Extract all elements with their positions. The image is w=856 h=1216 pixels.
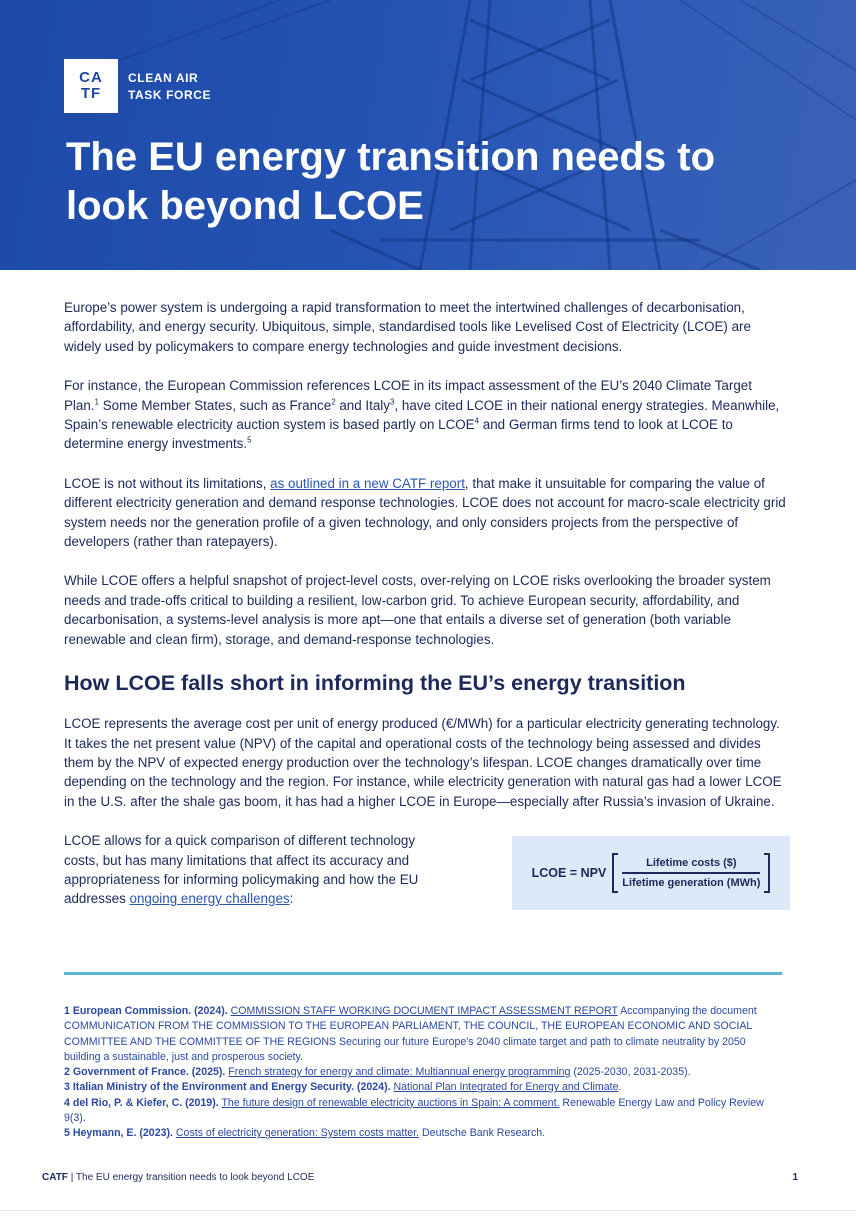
footnote-2-link[interactable]: French strategy for energy and climate: Multiannual energy programming <box>228 1066 571 1079</box>
page-bottom-edge <box>0 1210 856 1211</box>
footnote-ref-2[interactable]: 2 <box>331 397 336 407</box>
footer-title <box>42 1172 314 1183</box>
formula-bracket <box>612 853 770 893</box>
footnote-4 <box>64 1096 784 1127</box>
intro-p2-text-e: and German firms tend to look at LCOE to determine energy investments. <box>64 417 733 452</box>
footnote-1-author: European Commission. (2024). <box>72 1005 228 1017</box>
catf-report-link[interactable]: as outlined in a new CATF report <box>270 475 465 491</box>
page-footer <box>42 1172 798 1183</box>
org-name-line2: TASK FORCE <box>128 88 212 102</box>
footnote-3-num: 3 <box>64 1081 70 1094</box>
intro-paragraph-3 <box>64 474 790 552</box>
footnote-4-link[interactable]: The future design of renewable electricity auctions in Spain: A comment. <box>221 1096 560 1109</box>
intro-paragraph-2 <box>64 376 790 454</box>
intro-p2-text-c: and Italy <box>335 397 390 413</box>
footnote-1 <box>64 1004 784 1065</box>
org-name-line1: CLEAN AIR <box>128 71 199 85</box>
main-content <box>64 298 790 910</box>
footnote-4-author: del Rio, P. & Kiefer, C. (2019). <box>72 1096 219 1109</box>
footnote-4-rest: Renewable Energy Law and Policy Review 9(3). <box>64 1096 764 1125</box>
right-bracket <box>764 853 770 893</box>
page-title: The EU energy transition needs to look beyond LCOE <box>66 135 716 228</box>
section-p2-text-a: LCOE allows for a quick comparison of different technology costs, but has many limitations that affect its accuracy and appropriateness for informing policymaking and how the EU addresses <box>64 833 419 907</box>
footnote-4-num: 4 <box>64 1096 70 1109</box>
footnote-2-rest: (2025-2030, 2031-2035). <box>570 1066 691 1079</box>
formula-lhs: LCOE = NPV <box>531 866 607 881</box>
intro-p2-text-b: Some Member States, such as France <box>98 397 332 413</box>
formula-denominator: Lifetime generation (MWh) <box>622 877 761 890</box>
footnote-divider <box>64 972 782 975</box>
org-name <box>128 70 211 104</box>
section-paragraph-1: LCOE represents the average cost per unit of energy produced (€/MWh) for a particular electricity generating technology. It takes the net present value (NPV) of the capital and operational costs of the technology being assessed and divides them by the NPV of expected energy production over the technology’s lifespan. LCOE changes dramatically over time depending on the technology and the region. For instance, while electricity generation with natural gas had a lower LCOE in the U.S. after the shale gas boom, it has had a higher LCOE in Europe—especially after Russia’s invasion of Ukraine. <box>64 716 782 809</box>
lcoe-comparison-row <box>64 831 790 910</box>
footnote-3-rest: . <box>618 1081 622 1094</box>
logo-mark-top: CA <box>79 69 103 86</box>
logo-mark-bottom: TF <box>80 85 102 102</box>
intro-paragraph-1: Europe’s power system is undergoing a rapid transformation to meet the intertwined challenges of decarbonisation, affordability, and energy security. Ubiquitous, simple, standardised tools like Levelised Cost of Electricity (LCOE) are widely used by policymakers to compare energy technologies and guide investment decisions. <box>64 300 751 354</box>
footnote-5-num: 5 <box>64 1127 70 1140</box>
footnote-3-author: Italian Ministry of the Environment and Energy Security. (2024). <box>72 1081 391 1094</box>
footnote-5 <box>64 1126 784 1141</box>
footnote-ref-3[interactable]: 3 <box>389 397 395 407</box>
formula-fraction <box>618 853 764 893</box>
footer-separator: | <box>67 1172 76 1183</box>
intro-p2-text-a: For instance, the European Commission references LCOE in its impact assessment of the EU’s 2040 Climate Target Plan. <box>64 378 752 413</box>
footnote-5-author: Heymann, E. (2023). <box>72 1127 173 1140</box>
footnote-2-author: Government of France. (2025). <box>72 1066 226 1079</box>
footnote-5-rest: Deutsche Bank Research. <box>419 1127 546 1140</box>
intro-p2-text-d: , have cited LCOE in their national energy strategies. Meanwhile, Spain’s renewable electricity auction system is based partly on LCOE <box>64 397 780 433</box>
footnote-3 <box>64 1080 784 1095</box>
lcoe-formula-box <box>512 836 790 910</box>
footnote-2 <box>64 1065 784 1080</box>
footnote-1-num: 1 <box>64 1005 70 1017</box>
footnote-ref-1[interactable]: 1 <box>94 397 99 407</box>
intro-p3-text-a: LCOE is not without its limitations, <box>64 475 271 491</box>
footer-doc-title: The EU energy transition needs to look beyond LCOE <box>75 1172 315 1183</box>
catf-logo <box>64 59 118 113</box>
energy-challenges-link[interactable]: ongoing energy challenges <box>129 891 290 907</box>
page-number: 1 <box>792 1172 798 1183</box>
section-p2-text-b: : <box>289 891 294 907</box>
hero-banner <box>0 0 856 270</box>
footnote-3-link[interactable]: National Plan Integrated for Energy and Climate <box>393 1081 619 1094</box>
footnotes <box>64 1004 784 1142</box>
footnote-ref-4[interactable]: 4 <box>474 416 480 426</box>
footnote-5-link[interactable]: Costs of electricity generation: System costs matter. <box>175 1127 420 1140</box>
footnote-ref-5[interactable]: 5 <box>247 435 252 445</box>
footnote-1-rest: Accompanying the document COMMUNICATION FROM THE COMMISSION TO THE EUROPEAN PARLIAMENT, THE COUNCIL, THE EUROPEAN ECONOMIC AND SOCIAL COMMITTEE AND THE COMMITTEE OF THE REGIONS Securing our future Europe's 2040 climate target and path to climate neutrality by 2050 building a sustainable, just and prosperous society. <box>64 1005 757 1063</box>
footnote-1-link[interactable]: COMMISSION STAFF WORKING DOCUMENT IMPACT ASSESSMENT REPORT <box>230 1005 618 1017</box>
section-paragraph-2 <box>64 831 444 909</box>
footer-brand: CATF <box>42 1172 68 1183</box>
formula-numerator: Lifetime costs ($) <box>646 857 737 870</box>
footnote-2-num: 2 <box>64 1066 70 1079</box>
section-heading: How LCOE falls short in informing the EU’s energy transition <box>64 671 686 696</box>
intro-p3-text-b: , that make it unsuitable for comparing the value of different electricity generation and demand response technologies. LCOE does not account for macro-scale electricity grid system needs nor the generation profile of a given technology, and only considers projects from the perspective of developers (rather than ratepayers). <box>64 475 786 550</box>
intro-paragraph-4: While LCOE offers a helpful snapshot of project-level costs, over-relying on LCOE risks overlooking the broader system needs and trade-offs critical to building a resilient, low-carbon grid. To achieve European security, affordability, and decarbonisation, a systems-level analysis is more apt—one that entails a diverse set of generation (both variable renewable and clean firm), storage, and demand-response technologies. <box>64 573 771 647</box>
